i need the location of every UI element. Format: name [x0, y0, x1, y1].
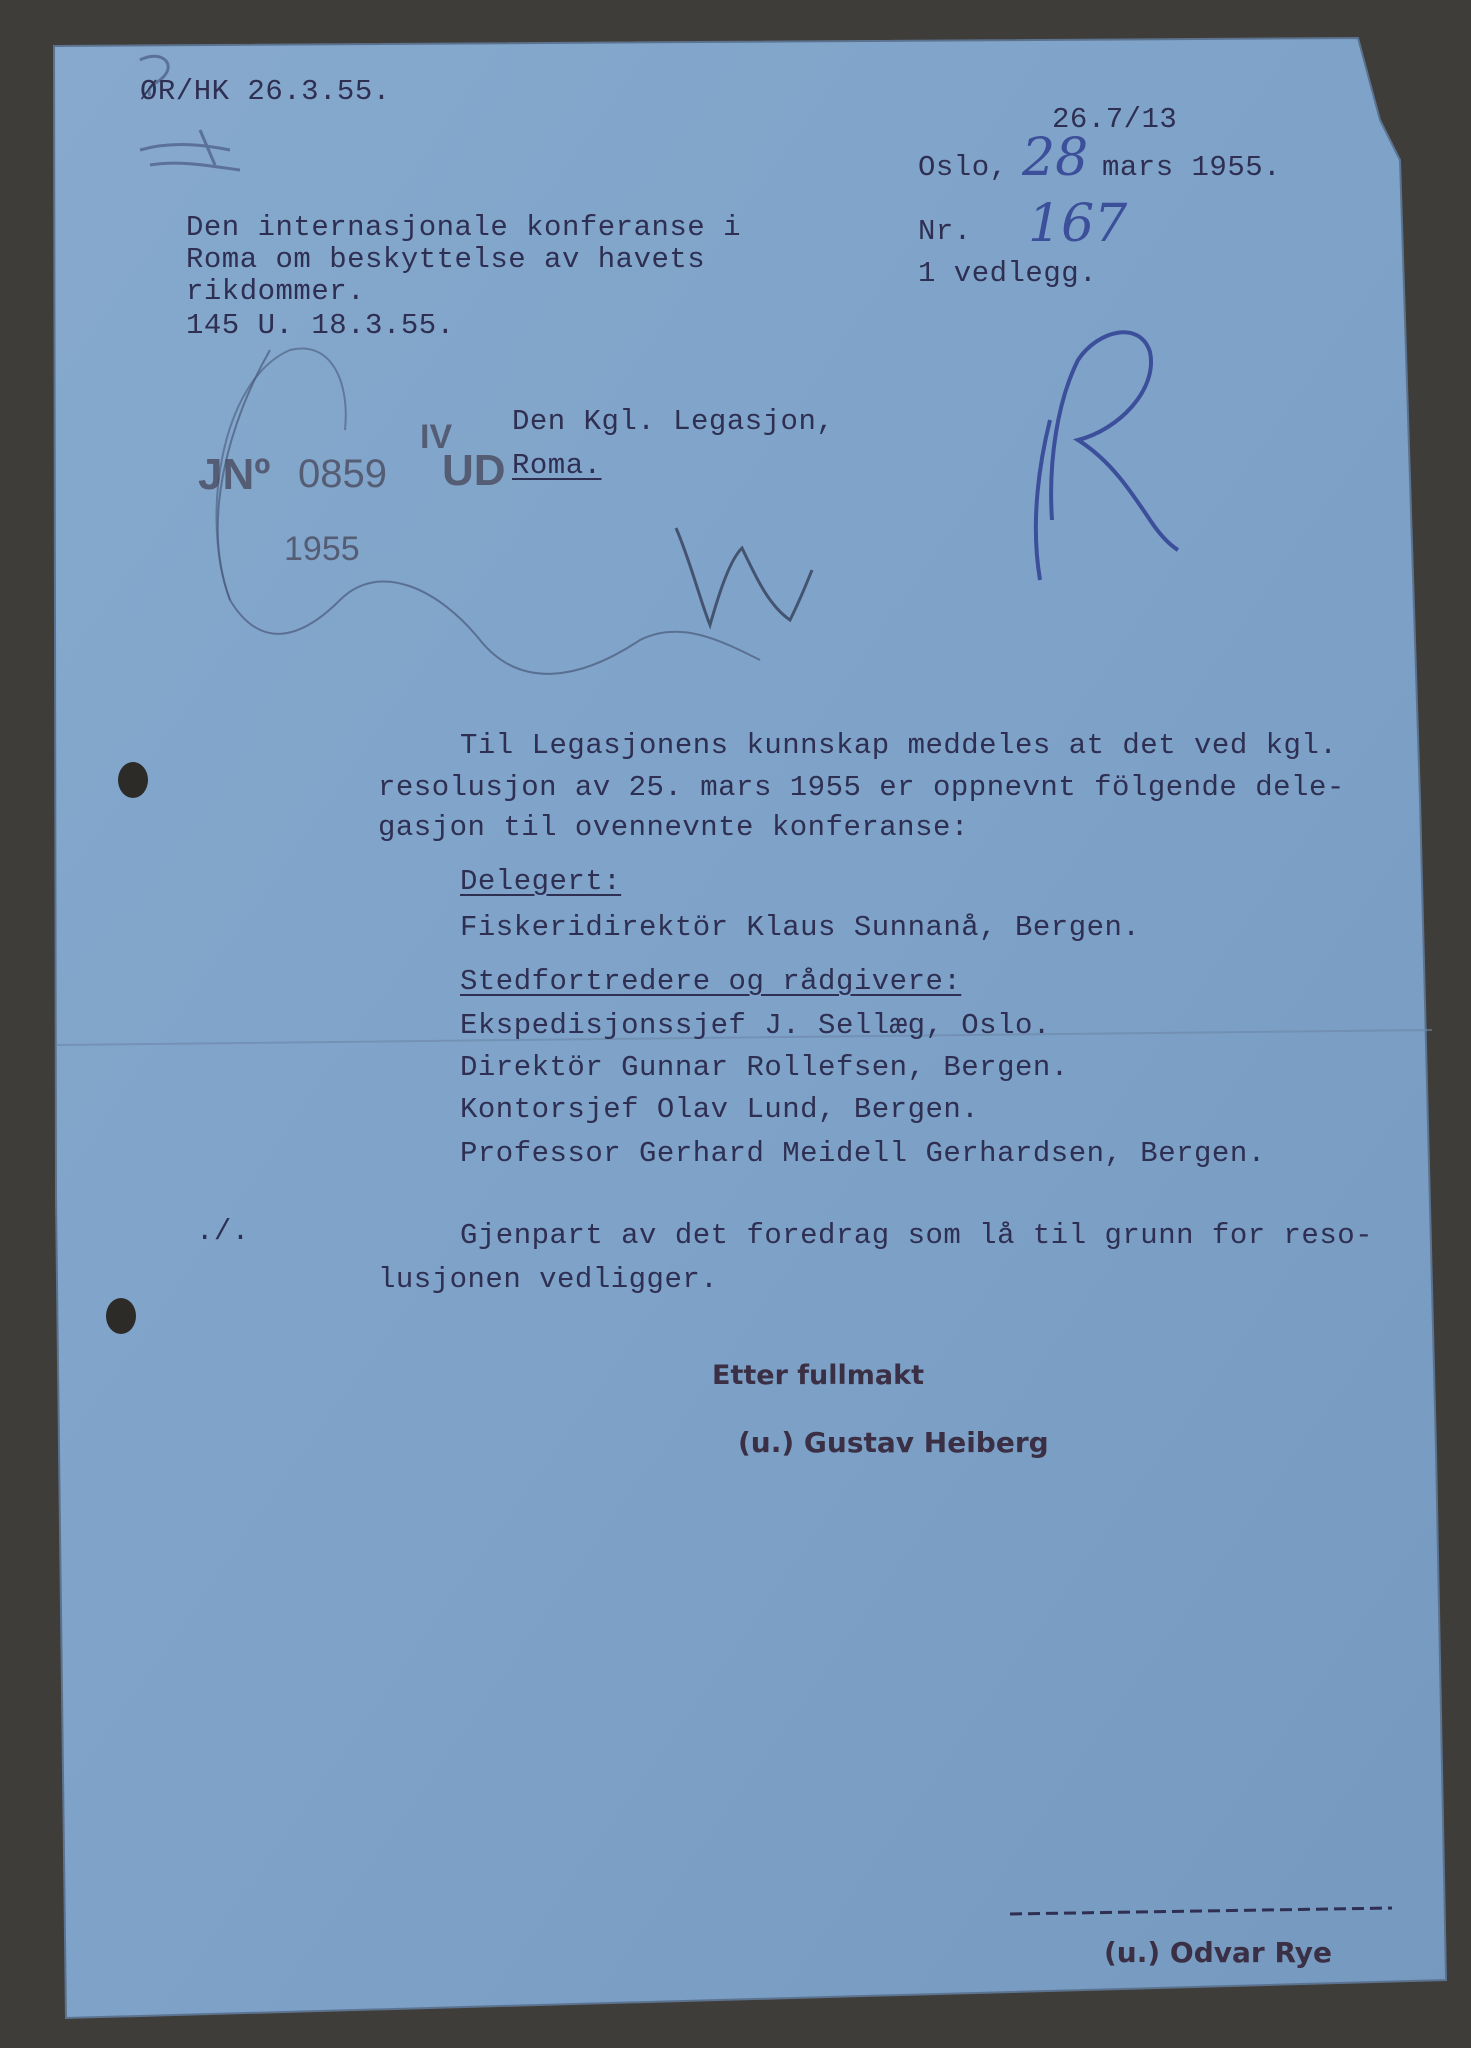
enclosure-line: Gjenpart av det foredrag som lå til grunn for reso-: [460, 1219, 1374, 1252]
number-handwritten: 167: [1028, 194, 1128, 254]
enclosure-line: lusjonen vedligger.: [378, 1263, 719, 1296]
punch-hole-bottom: [106, 1298, 136, 1334]
date-month-year: mars 1955.: [1102, 151, 1282, 184]
signer-stamp-heiberg: (u.) Gustav Heiberg: [738, 1426, 1049, 1459]
date-day-handwritten: 28: [1022, 128, 1089, 188]
enclosure-mark: ./.: [196, 1215, 250, 1248]
stamp-prefix: JNº: [198, 450, 271, 499]
subject-line: rikdommer.: [186, 275, 366, 308]
subject-reference: 145 U. 18.3.55.: [186, 309, 455, 342]
subject-line: Den internasjonale konferanse i: [186, 211, 741, 244]
adviser-item: Kontorsjef Olav Lund, Bergen.: [460, 1093, 980, 1126]
attachments: 1 vedlegg.: [918, 257, 1098, 290]
archive-code: 26.7/13: [1052, 103, 1178, 136]
stamp-division: IV: [420, 418, 453, 456]
adviser-item: Professor Gerhard Meidell Gerhardsen, Bergen.: [460, 1137, 1266, 1170]
body-line: Til Legasjonens kunnskap meddeles at det ved kgl.: [460, 729, 1338, 762]
body-line: gasjon til ovennevnte konferanse:: [378, 811, 969, 844]
adviser-item: Ekspedisjonssjef J. Sellæg, Oslo.: [460, 1009, 1051, 1042]
punch-hole-top: [118, 762, 148, 798]
body-line: resolusjon av 25. mars 1955 er oppnevnt fölgende dele-: [378, 771, 1345, 804]
adviser-item: Direktör Gunnar Rollefsen, Bergen.: [460, 1051, 1069, 1084]
stamp-number: 0859: [298, 452, 387, 496]
number-label: Nr.: [918, 215, 972, 248]
advisers-heading: Stedfortredere og rådgivere:: [460, 965, 962, 998]
file-reference: ØR/HK 26.3.55.: [140, 75, 391, 108]
stamp-office: UD: [442, 446, 506, 495]
date-place: Oslo,: [918, 151, 1008, 184]
delegate-name: Fiskeridirektör Klaus Sunnanå, Bergen.: [460, 911, 1141, 944]
stamp-year: 1955: [284, 530, 360, 568]
recipient-city: Roma.: [512, 449, 602, 482]
authority-stamp: Etter fullmakt: [712, 1360, 924, 1391]
signer-stamp-rye-visible: (u.) Odvar Rye: [1104, 1936, 1333, 1969]
subject-line: Roma om beskyttelse av havets: [186, 243, 706, 276]
recipient-line: Den Kgl. Legasjon,: [512, 405, 835, 438]
delegate-heading: Delegert:: [460, 865, 622, 898]
